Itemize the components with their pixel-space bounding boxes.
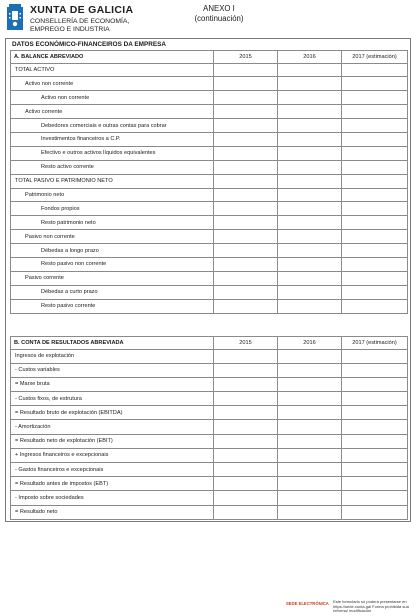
value-cell-2017[interactable]	[342, 202, 408, 216]
col-2017: 2017 (estimación)	[342, 51, 408, 64]
value-cell-2017[interactable]	[342, 434, 408, 448]
value-cell-2015[interactable]	[214, 202, 278, 216]
value-cell-2017[interactable]	[342, 244, 408, 258]
value-cell-2016[interactable]	[278, 448, 342, 462]
row-label: Resto patrimonio neto	[11, 216, 214, 230]
value-cell-2017[interactable]	[342, 363, 408, 377]
org-department-line1: CONSELLERÍA DE ECONOMÍA,	[30, 18, 130, 25]
value-cell-2015[interactable]	[214, 91, 278, 105]
table-row	[11, 91, 408, 105]
value-cell-2015[interactable]	[214, 491, 278, 505]
table-row	[11, 448, 408, 462]
value-cell-2017[interactable]	[342, 257, 408, 271]
row-label: - Custos fixos, de estrutura	[11, 392, 214, 406]
value-cell-2015[interactable]	[214, 463, 278, 477]
row-label: Debedores comerciais e outras contas para cobrar	[11, 119, 214, 133]
row-label: TOTAL PASIVO E PATRIMONIO NETO	[11, 174, 214, 188]
table-row	[11, 174, 408, 188]
value-cell-2017[interactable]	[342, 299, 408, 313]
value-cell-2015[interactable]	[214, 119, 278, 133]
value-cell-2016[interactable]	[278, 377, 342, 391]
value-cell-2016[interactable]	[278, 119, 342, 133]
balance-header-row	[11, 51, 408, 64]
table-row	[11, 132, 408, 146]
footer-note	[333, 600, 418, 614]
value-cell-2015[interactable]	[214, 406, 278, 420]
value-cell-2016[interactable]	[278, 392, 342, 406]
annex-heading	[177, 4, 261, 24]
table-row	[11, 491, 408, 505]
row-label: TOTAL ACTIVO	[11, 63, 214, 77]
table-row	[11, 377, 408, 391]
row-label: = Resultado antes de impostos (EBT)	[11, 477, 214, 491]
results-table	[10, 336, 408, 520]
value-cell-2017[interactable]	[342, 105, 408, 119]
value-cell-2016[interactable]	[278, 202, 342, 216]
col-2017: 2017 (estimación)	[342, 337, 408, 350]
row-label: Pasivo non corrente	[11, 230, 214, 244]
value-cell-2017[interactable]	[342, 285, 408, 299]
value-cell-2016[interactable]	[278, 63, 342, 77]
value-cell-2016[interactable]	[278, 420, 342, 434]
row-label: = Resultado neto	[11, 505, 214, 519]
value-cell-2015[interactable]	[214, 420, 278, 434]
row-label: - Imposto sobre sociedades	[11, 491, 214, 505]
table-row	[11, 477, 408, 491]
value-cell-2016[interactable]	[278, 244, 342, 258]
value-cell-2015[interactable]	[214, 216, 278, 230]
table-row	[11, 363, 408, 377]
row-label: = Resultado bruto de explotación (EBITDA)	[11, 406, 214, 420]
table-row	[11, 406, 408, 420]
value-cell-2017[interactable]	[342, 77, 408, 91]
table-row	[11, 188, 408, 202]
value-cell-2016[interactable]	[278, 230, 342, 244]
row-label: Débedas a curto prazo	[11, 285, 214, 299]
table-row	[11, 392, 408, 406]
results-header-row	[11, 337, 408, 350]
row-label: Investimentos financeiros a C.P.	[11, 132, 214, 146]
value-cell-2016[interactable]	[278, 77, 342, 91]
value-cell-2016[interactable]	[278, 105, 342, 119]
annex-subtitle: (continuación)	[194, 14, 244, 23]
value-cell-2017[interactable]	[342, 230, 408, 244]
value-cell-2016[interactable]	[278, 463, 342, 477]
footer-line1: Este formulario só poderá presentarse en	[333, 599, 407, 604]
row-label: - Custos variables	[11, 363, 214, 377]
row-label: Resto pasivo non corrente	[11, 257, 214, 271]
table-row	[11, 202, 408, 216]
value-cell-2016[interactable]	[278, 188, 342, 202]
row-label: Resto activo corrente	[11, 160, 214, 174]
xunta-coat-of-arms-icon	[6, 4, 24, 31]
financial-data-section	[5, 38, 411, 522]
value-cell-2017[interactable]	[342, 188, 408, 202]
row-label: Resto pasivo corrente	[11, 299, 214, 313]
value-cell-2015[interactable]	[214, 349, 278, 363]
annex-title: ANEXO I	[203, 4, 235, 13]
value-cell-2015[interactable]	[214, 77, 278, 91]
value-cell-2015[interactable]	[214, 257, 278, 271]
table-row	[11, 285, 408, 299]
value-cell-2016[interactable]	[278, 406, 342, 420]
value-cell-2015[interactable]	[214, 105, 278, 119]
value-cell-2017[interactable]	[342, 119, 408, 133]
row-label: - Amortización	[11, 420, 214, 434]
value-cell-2017[interactable]	[342, 420, 408, 434]
value-cell-2015[interactable]	[214, 477, 278, 491]
value-cell-2017[interactable]	[342, 349, 408, 363]
footer-line2: https://sede.xunta.gal Forma prohibida súa reforma/ modificación	[333, 603, 409, 614]
value-cell-2016[interactable]	[278, 271, 342, 285]
row-label: - Gastos financeiros e excepcionais	[11, 463, 214, 477]
table-row	[11, 271, 408, 285]
value-cell-2017[interactable]	[342, 392, 408, 406]
row-label: Activo non corrente	[11, 91, 214, 105]
row-label: Débedas a longo prazo	[11, 244, 214, 258]
table-row	[11, 77, 408, 91]
value-cell-2016[interactable]	[278, 257, 342, 271]
row-label: Pasivo corrente	[11, 271, 214, 285]
value-cell-2017[interactable]	[342, 505, 408, 519]
value-cell-2017[interactable]	[342, 63, 408, 77]
value-cell-2017[interactable]	[342, 132, 408, 146]
value-cell-2015[interactable]	[214, 132, 278, 146]
table-row	[11, 257, 408, 271]
value-cell-2016[interactable]	[278, 363, 342, 377]
value-cell-2017[interactable]	[342, 477, 408, 491]
table-row	[11, 216, 408, 230]
value-cell-2015[interactable]	[214, 434, 278, 448]
section-title: DATOS ECONÓMICO-FINANCEIROS DA EMPRESA	[12, 41, 166, 48]
value-cell-2016[interactable]	[278, 91, 342, 105]
col-2016: 2016	[278, 51, 342, 64]
col-2015: 2015	[214, 51, 278, 64]
value-cell-2015[interactable]	[214, 505, 278, 519]
row-label: + Ingresos financeiros e excepcionais	[11, 448, 214, 462]
row-label: Activo corrente	[11, 105, 214, 119]
page-header	[6, 3, 412, 37]
value-cell-2016[interactable]	[278, 146, 342, 160]
value-cell-2016[interactable]	[278, 174, 342, 188]
row-label: = Marxe bruta	[11, 377, 214, 391]
table-row	[11, 349, 408, 363]
value-cell-2015[interactable]	[214, 448, 278, 462]
value-cell-2015[interactable]	[214, 285, 278, 299]
value-cell-2017[interactable]	[342, 91, 408, 105]
value-cell-2015[interactable]	[214, 377, 278, 391]
table-row	[11, 119, 408, 133]
table-row	[11, 230, 408, 244]
table-row	[11, 299, 408, 313]
value-cell-2016[interactable]	[278, 349, 342, 363]
row-label: Activo non corrente	[11, 77, 214, 91]
value-cell-2015[interactable]	[214, 174, 278, 188]
col-2016: 2016	[278, 337, 342, 350]
table-row	[11, 105, 408, 119]
value-cell-2017[interactable]	[342, 377, 408, 391]
results-title: B. CONTA DE RESULTADOS ABREVIADA	[11, 337, 214, 350]
value-cell-2016[interactable]	[278, 434, 342, 448]
value-cell-2016[interactable]	[278, 505, 342, 519]
value-cell-2017[interactable]	[342, 216, 408, 230]
value-cell-2016[interactable]	[278, 285, 342, 299]
row-label: Fondos propios	[11, 202, 214, 216]
value-cell-2016[interactable]	[278, 216, 342, 230]
value-cell-2017[interactable]	[342, 271, 408, 285]
balance-title: A. BALANCE ABREVIADO	[11, 51, 214, 64]
table-row	[11, 420, 408, 434]
value-cell-2016[interactable]	[278, 477, 342, 491]
value-cell-2015[interactable]	[214, 230, 278, 244]
value-cell-2016[interactable]	[278, 160, 342, 174]
row-label: = Resultado neto de explotación (EBIT)	[11, 434, 214, 448]
table-row	[11, 244, 408, 258]
value-cell-2017[interactable]	[342, 174, 408, 188]
value-cell-2015[interactable]	[214, 63, 278, 77]
row-label: Efectivo e outros activos líquidos equivalentes	[11, 146, 214, 160]
sede-electronica-logo: SEDE ELECTRÓNICA	[286, 601, 329, 606]
table-row	[11, 160, 408, 174]
value-cell-2017[interactable]	[342, 160, 408, 174]
value-cell-2017[interactable]	[342, 146, 408, 160]
value-cell-2017[interactable]	[342, 463, 408, 477]
value-cell-2015[interactable]	[214, 271, 278, 285]
value-cell-2015[interactable]	[214, 160, 278, 174]
value-cell-2016[interactable]	[278, 491, 342, 505]
org-department-line2: EMPREGO E INDUSTRIA	[30, 25, 110, 33]
org-department	[30, 18, 129, 33]
org-name: XUNTA DE GALICIA	[30, 4, 134, 16]
value-cell-2015[interactable]	[214, 299, 278, 313]
row-label: Ingresos de explotación	[11, 349, 214, 363]
value-cell-2016[interactable]	[278, 299, 342, 313]
row-label: Patrimonio neto	[11, 188, 214, 202]
table-row	[11, 463, 408, 477]
col-2015: 2015	[214, 337, 278, 350]
table-row	[11, 505, 408, 519]
table-row	[11, 63, 408, 77]
balance-table	[10, 50, 408, 314]
value-cell-2015[interactable]	[214, 363, 278, 377]
value-cell-2017[interactable]	[342, 448, 408, 462]
table-row	[11, 146, 408, 160]
value-cell-2017[interactable]	[342, 491, 408, 505]
value-cell-2015[interactable]	[214, 146, 278, 160]
value-cell-2015[interactable]	[214, 392, 278, 406]
value-cell-2016[interactable]	[278, 132, 342, 146]
value-cell-2015[interactable]	[214, 188, 278, 202]
value-cell-2015[interactable]	[214, 244, 278, 258]
value-cell-2017[interactable]	[342, 406, 408, 420]
table-row	[11, 434, 408, 448]
